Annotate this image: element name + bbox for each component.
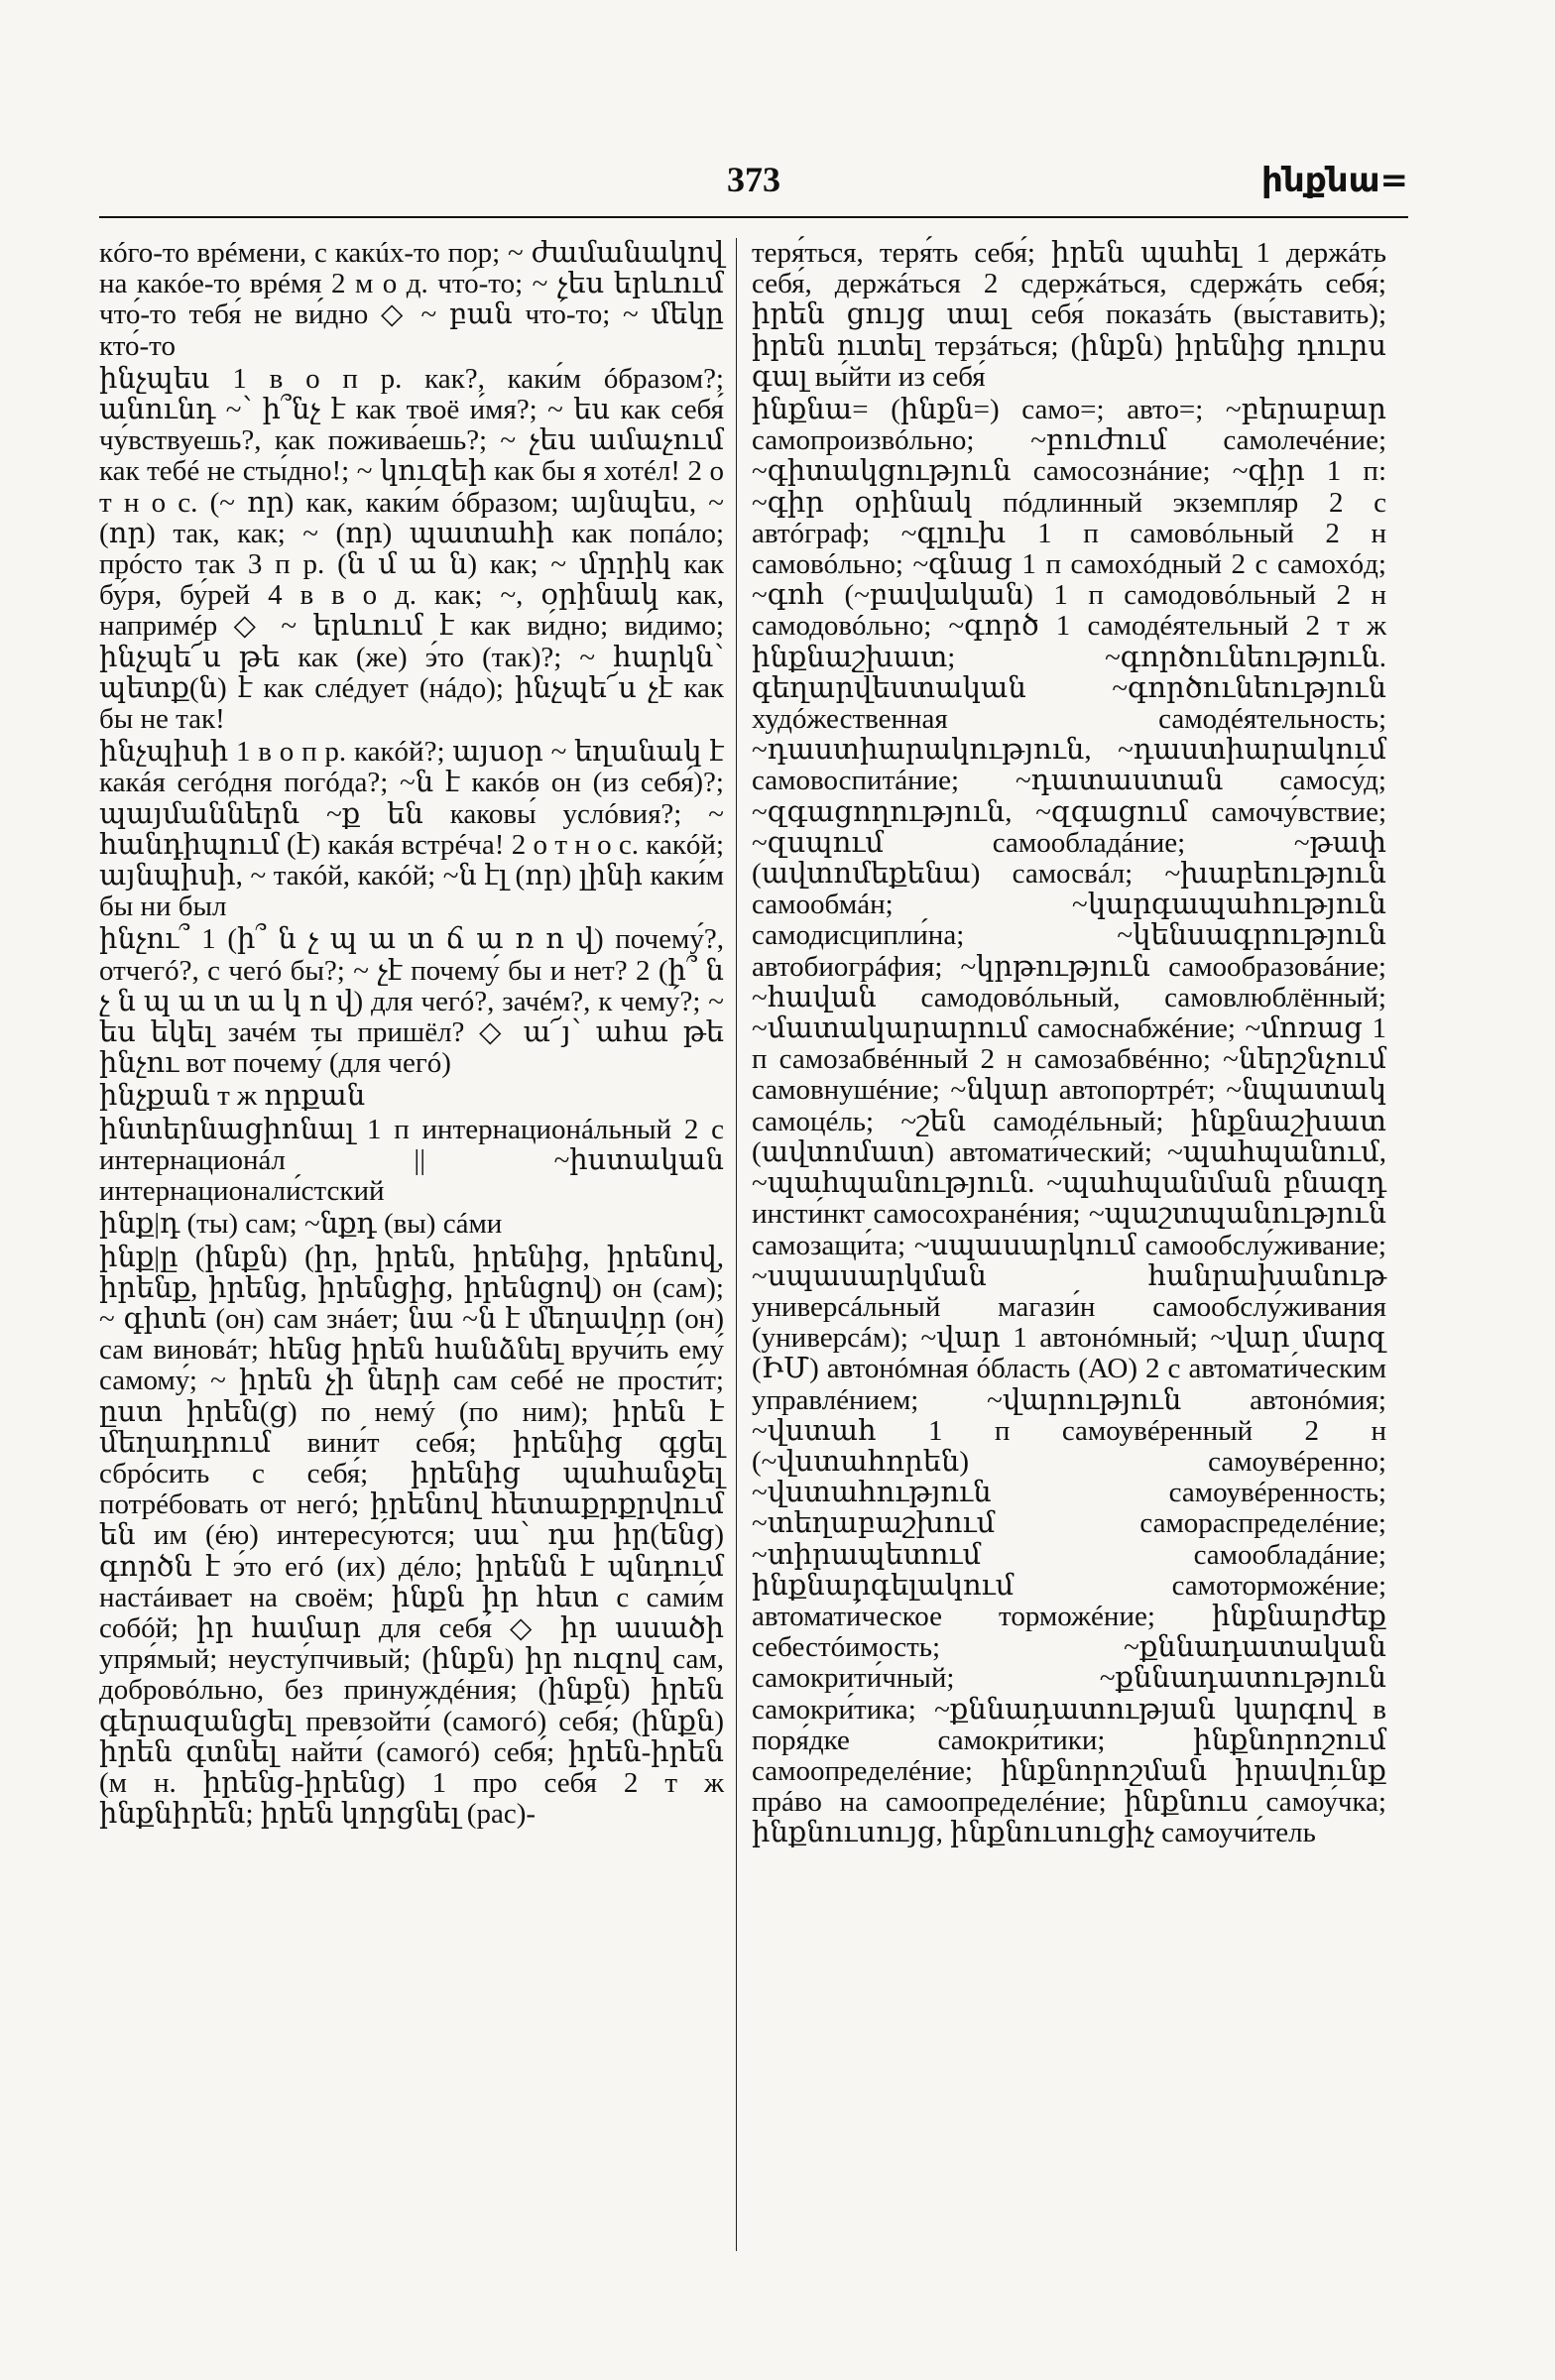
dictionary-entry: ինքնա= (ինքն=) само=; авто=; ~բերաբար самопроизвóльно; ~բուժում самолечéние; ~գիտակցություն самосознáние; ~գիր 1 п: ~գիր օրինակ пóдлинный экземпля́р 2 с автóграф; ~գլուխ 1 п самовóльный 2 н самовóльно; ~գնաց 1 п самохóдный 2 с самохóд; ~գոհ (~բավական) 1 п самодовóльный 2 н самодовóльно; ~գործ 1 самодéятельный 2 т ж ինքնաշխատ; ~գործունեություն. գեղարվեստական ~գործունեություն худóжественная самодéятельность; ~դաստիարակություն, ~դաստիարակում самовоспитáние; ~դատաստան самосу́д; ~զգացողություն, ~զգացում самочу́вствие; ~զսպում самообладáние; ~թափ (ավտոմեքենա) самосвáл; ~խաբեություն самообмáн; ~կարգապահություն самодисципли́на; ~կենսագրություն автобиогрáфия; ~կրթություն самообразовáние; ~հավան самодовóльный, самовлюблённый; ~մատակարարում самоснабжéние; ~մոռաց 1 п самозабвéнный 2 н самозабвéнно; ~ներշնչում самовнушéние; ~նկար автопортрéт; ~նպատակ самоцéль; ~շեն самодéльный; ինքնաշխատ (ավտոմատ) автомати́ческий; ~պահպանում, ~պահպանություն. ~պահպանման բնազդ инсти́нкт самосохранéния; ~պաշտպանություն самозащи́та; ~սպասարկում самообслу́живание; ~սպասարկման հանրախանութ универсáльный магази́н самообслу́живания (универсáм); ~վար 1 автонóмный; ~վար մարզ (ԻՄ) автонóмная óбласть (АО) 2 с автомати́ческим управлéнием; ~վարություն автонóмия; ~վստահ 1 п самоувéренный 2 н (~վստահորեն) самоувéренно; ~վստահություն самоувéренность; ~տեղաբաշխում самораспределéние; ~տիրապետում самообладáние; ինքնարգելակում самоторможéние; автомати́ческое торможéние; ինքնարժեք себестóимость; ~քննադատական самокрити́чный; ~քննադատություն самокри́тика; ~քննադատության կարգով в поря́дке самокри́тики; ինքնորոշում самоопределéние; ինքնորոշման իրավունք прáво на самоопределéние; ինքնուս самоу́чка; ինքնուսույց, ինքնուսուցիչ самоучи́тель [752, 394, 1386, 1849]
column-divider [736, 238, 737, 2251]
left-column [99, 238, 724, 1830]
dictionary-entry: ինչպիսի 1 в о п р. какóй?; այսօր ~ եղանակ է какáя сегóдня погóда?; ~ն է какóв он (из себя́)?; պայմաններն ~ք են каковы́ услóвия?; ~ հանդիպում (է) какáя встрéча! 2 о т н о с. какóй; այնպիսի, ~ такóй, какóй; ~ն էլ (որ) լինի каки́м бы ни был [99, 736, 724, 923]
dictionary-entry: ինտերնացիոնալ 1 п интернационáльный 2 с интернационáл || ~իստական интернационали́стский [99, 1113, 724, 1208]
dictionary-entry: ինք|ը (ինքն) (իր, իրեն, իրենից, իրենով, իրենք, իրենց, իրենցից, իրենցով) он (сам); ~ գիտե (он) сам знáет; նա ~ն է մեղավոր (он) сам винoвáт; հենց իրեն հանձնել вручи́ть ему́ самому́; ~ իրեն չի ների сам себé не прости́т; ըստ իրեն(ց) по немý (по ним); իրեն է մեղադրում вини́т себя́; իրենից գցել сбрóсить с себя́; իրենից պահանջել потрéбовать от негó; իրենով հետաքրքրվում են им (éю) интересу́ются; սա՝ դա իր(ենց) գործն է э́то егó (их) дéло; իրենն է պնդում настáивает на своём; ինքն իր հետ с сами́м собóй; իր համար для себя́ ◇ իր ասածի упря́мый; неусту́пчивый; (ինքն) իր ուզով сам, добровóльно, без принуждéния; (ինքն) իրեն գերազանցել превзойти́ (самогó) себя́; (ինքն) իրեն գտնել найти́ (самогó) себя́; իրեն-իրեն (м н. իրենց-իրենց) 1 про себя́ 2 т ж ինքնիրեն; իրեն կորցնել (рас)- [99, 1241, 724, 1831]
dictionary-entry: ինչպես 1 в о п р. как?, каки́м óбразом?; անունդ ~՝ ի՞նչ է как твоё и́мя?; ~ ես как себя́ чу́вствуешь?, как пожива́ешь?; ~ չես ամաչում как тебé не сты́дно!; ~ կուզեի как бы я хотéл! 2 о т н о с. (~ որ) как, каки́м óбразом; այնպես, ~ (որ) так, как; ~ (որ) պատահի как попáло; прóсто так 3 п р. (ն մ ա ն) как; ~ մրրիկ как бу́ря, бу́рей 4 в в о д. как; ~, օրինակ как, напримéр ◇ ~ երևում է как ви́дно; ви́димо; ինչպե՜ս թե как (же) э́то (так)?; ~ հարկն՝ պետք(ն) է как слéдует (нáдо); ինչպե՜ս չէ как бы не так! [99, 362, 724, 736]
page-number: 373 [727, 160, 780, 199]
right-column [752, 238, 1386, 1849]
dictionary-entry: ինք|դ (ты) сам; ~նքդ (вы) сáми [99, 1208, 503, 1241]
running-head: ինքնա= [1261, 161, 1408, 200]
dictionary-entry: теря́ться, теря́ть себя́; իրեն պահել 1 держáть себя́, держáться 2 сдержáться, сдержáть себя́; իրեն ցույց տալ себя́ показáть (вы́ставить); իրեն ուտել терзáться; (ինքն) իրենից դուրս գալ вы́йти из себя́ [752, 237, 1386, 393]
dictionary-entry: ինչքան т ж որքան [99, 1080, 366, 1113]
header-rule [99, 216, 1408, 218]
page-header [99, 159, 1408, 218]
dictionary-entry: ինչու՞ 1 (ի՞ ն չ պ ա տ ճ ա ռ ո վ) почему́?, отчегó?, с чегó бы?; ~ չէ почему́ бы и нет? 2 (ի՞ ն չ ն պ ա տ ա կ ո վ) для чегó?, зачéм?, к чему́?; ~ ես եկել зачéм ты пришёл? ◇ ա՜յ՝ ահա թե ինչու вот почему́ (для чегó) [99, 923, 724, 1080]
dictionary-entry: кóго-то врéмени, с какúх-то пор; ~ ժամանակով на какóе-то врéмя 2 м о д. что́-то; ~ չես երևում что́-то тебя́ не ви́дно ◇ ~ բան что́-то; ~ մեկը кто́-то [99, 237, 724, 362]
